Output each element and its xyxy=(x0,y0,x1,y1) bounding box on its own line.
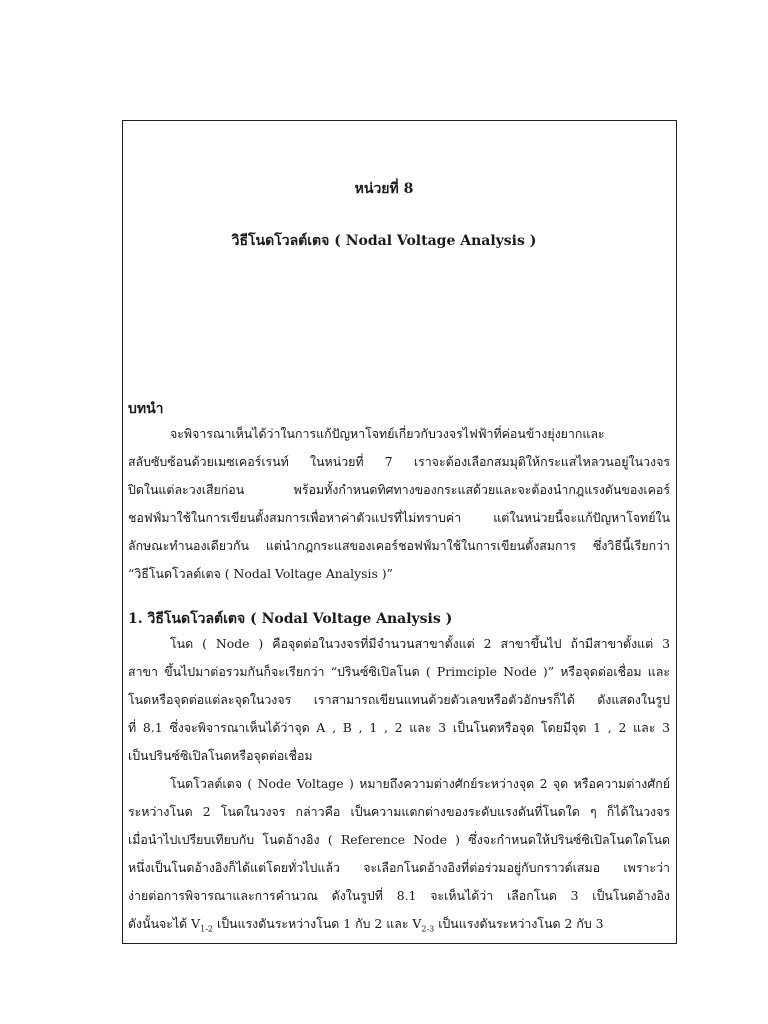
text-fragment: เป็นแรงดันระหว่างโนด 1 กับ 2 และ V xyxy=(213,916,422,931)
text-line xyxy=(128,910,670,938)
text-line: ลักษณะทำนองเดียวกัน แต่นำกฎกระแสของเคอร์ชอฟฟ์มาใช้ในการเขียนตั้งสมการ ซึ่งวิธีนี้เรียกว่า xyxy=(128,538,670,553)
text-line: หนึ่งเป็นโนดอ้างอิงก็ได้แต่โดยทั่วไปแล้ว จะเลือกโนดอ้างอิงที่ต่อร่วมอยู่กับกราวด์เสมอ เพราะว่า xyxy=(128,860,670,875)
text-line: เมื่อนำไปเปรียบเทียบกับ โนดอ้างอิง ( Reference Node ) ซึ่งจะกำหนดให้ปรินซ์ซิเปิลโนดใดโนด xyxy=(128,832,670,847)
section-heading: 1. วิธีโนดโวลต์เตจ ( Nodal Voltage Analysis ) xyxy=(128,611,453,627)
unit-number: หน่วยที่ 8 xyxy=(354,181,414,197)
section-paragraph-node-voltage xyxy=(128,770,670,938)
intro-heading: บทนำ xyxy=(128,401,164,417)
subscript: 1-2 xyxy=(200,924,214,934)
text-line: โนด ( Node ) คือจุดต่อในวงจรที่มีจำนวนสาขาตั้งแต่ 2 สาขาขึ้นไป ถ้ามีสาขาตั้งแต่ 3 xyxy=(170,636,670,651)
text-line: ปิดในแต่ละวงเสียก่อน พร้อมทั้งกำหนดทิศทางของกระแสด้วยและจะต้องนำกฎแรงดันของเคอร์ xyxy=(128,482,670,497)
text-line: ชอฟฟ์มาใช้ในการเขียนตั้งสมการเพื่อหาค่าตัวแปรที่ไม่ทราบค่า แต่ในหน่วยนี้จะแก้ปัญหาโจทย์ใน xyxy=(128,510,670,525)
text-line: ที่ 8.1 ซึ่งจะพิจารณาเห็นได้ว่าจุด A , B , 1 , 2 และ 3 เป็นโนดหรือจุด โดยมีจุด 1 , 2 และ 3 xyxy=(128,720,670,735)
text-fragment: ดังนั้นจะได้ V xyxy=(128,916,201,931)
text-line: โนดหรือจุดต่อแต่ละจุดในวงจร เราสามารถเขียนแทนด้วยตัวเลขหรือตัวอักษรก็ได้ ดังแสดงในรูป xyxy=(128,692,670,707)
text-line: โนดโวลต์เตจ ( Node Voltage ) หมายถึงความต่างศักย์ระหว่างจุด 2 จุด หรือความต่างศักย์ xyxy=(170,776,670,791)
text-line: ระหว่างโนด 2 โนดในวงจร กล่าวคือ เป็นความแตกต่างของระดับแรงดันที่โนดใด ๆ ก็ได้ในวงจร xyxy=(128,804,670,819)
text-line: จะพิจารณาเห็นได้ว่าในการแก้ปัญหาโจทย์เกี่ยวกับวงจรไฟฟ้าที่ค่อนข้างยุ่งยากและ xyxy=(170,426,605,441)
text-line: “วิธีโนดโวลต์เตจ ( Nodal Voltage Analysis )” xyxy=(128,566,393,581)
text-line: เป็นปรินซ์ซิเปิลโนดหรือจุดต่อเชื่อม xyxy=(128,748,313,763)
intro-paragraph xyxy=(128,420,670,588)
text-line: ง่ายต่อการพิจารณาและการคำนวณ ดังในรูปที่ 8.1 จะเห็นได้ว่า เลือกโนด 3 เป็นโนดอ้างอิง xyxy=(128,888,670,903)
chapter-title: วิธีโนดโวลต์เตจ ( Nodal Voltage Analysis ) xyxy=(231,233,537,249)
text-line: สาขา ขึ้นไปมาต่อรวมกันก็จะเรียกว่า “ปรินซ์ซิเปิลโนด ( Primciple Node )” หรือจุดต่อเชื่อม และ xyxy=(128,664,670,679)
section-paragraph-node xyxy=(128,630,670,770)
subscript: 2-3 xyxy=(421,924,435,934)
text-fragment: เป็นแรงดันระหว่างโนด 2 กับ 3 xyxy=(434,916,604,931)
text-line: สลับซับซ้อนด้วยเมซเคอร์เรนท์ ในหน่วยที่ 7 เราจะต้องเลือกสมมุติให้กระแสไหลวนอยู่ในวงจร xyxy=(128,454,670,469)
